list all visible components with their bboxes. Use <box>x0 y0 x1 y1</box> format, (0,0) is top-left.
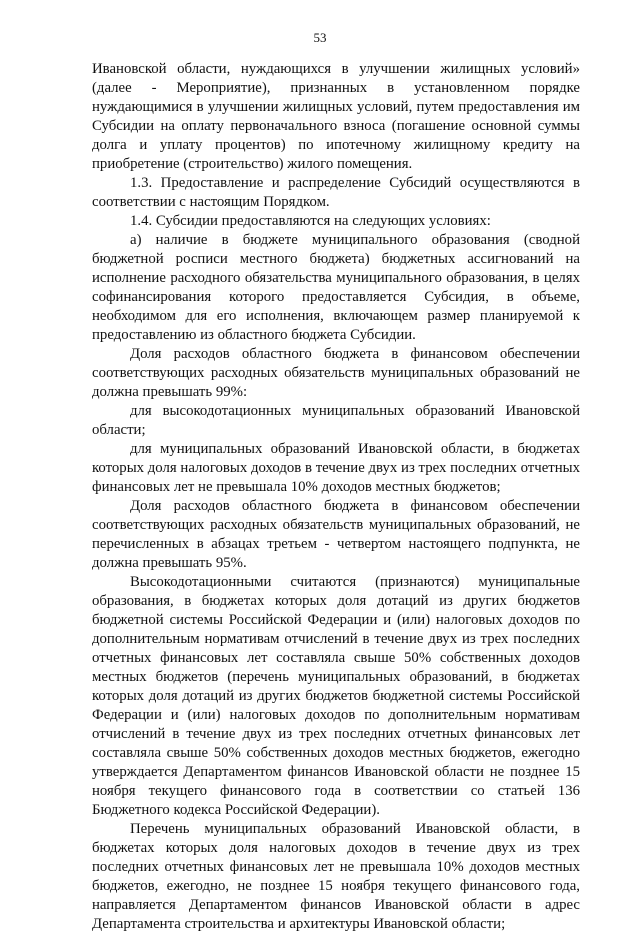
paragraph-share-99: Доля расходов областного бюджета в финансовом обеспечении соответствующих расходных обязательств муниципальных образований не должна превышать 99%: <box>92 346 580 400</box>
paragraph-list-of-municipalities: Перечень муниципальных образований Ивановской области, в бюджетах которых доля налоговых доходов в течение двух из трех последних отчетных финансовых лет не превышала 10% доходов местных бюджетов, ежегодно, не позднее 15 ноября текущего финансового года, направляется Департаментом финансов Ивановской области в адрес Департамента строительства и архитектуры Ивановской области; <box>92 821 580 932</box>
paragraph-1-3: 1.3. Предоставление и распределение Субсидий осуществляются в соответствии с настоящим Порядком. <box>92 175 580 210</box>
paragraph-continuation: Ивановской области, нуждающихся в улучшении жилищных условий» (далее - Мероприятие), признанных в установленном порядке нуждающимися в улучшении жилищных условий, путем предоставления им Субсидии на оплату первоначального взноса (погашение основной суммы долга и уплату процентов) по ипотечному жилищному кредиту на приобретение (строительство) жилого помещения. <box>92 61 580 172</box>
paragraph-tax-share: для муниципальных образований Ивановской области, в бюджетах которых доля налоговых доходов в течение двух из трех последних отчетных финансовых лет не превышала 10% доходов местных бюджетов; <box>92 441 580 495</box>
document-body <box>92 60 580 934</box>
paragraph-high-subsidy-definition: Высокодотационными считаются (признаются) муниципальные образования, в бюджетах которых доля дотаций из других бюджетов бюджетной системы Российской Федерации и (или) налоговых доходов по дополнительным нормативам отчислений в течение двух из трех последних отчетных финансовых лет составляла свыше 50% собственных доходов местных бюджетов (перечень муниципальных образований, в бюджетах которых доля дотаций из других бюджетов бюджетной системы Российской Федерации и (или) налоговых доходов по дополнительным нормативам отчислений в течение двух из трех последних отчетных финансовых лет составляла свыше 50% собственных доходов местных бюджетов, ежегодно утверждается Департаментом финансов Ивановской области не позднее 15 ноября текущего финансового года в соответствии со статьей 136 Бюджетного кодекса Российской Федерации). <box>92 574 580 818</box>
paragraph-high-subsidy: для высокодотационных муниципальных образований Ивановской области; <box>92 403 580 438</box>
paragraph-1-4: 1.4. Субсидии предоставляются на следующих условиях: <box>130 213 491 229</box>
page-number: 53 <box>313 30 327 45</box>
paragraph-share-95: Доля расходов областного бюджета в финансовом обеспечении соответствующих расходных обязательств муниципальных образований, не перечисленных в абзацах третьем - четвертом настоящего подпункта, не должна превышать 95%. <box>92 498 580 571</box>
paragraph-condition-a: а) наличие в бюджете муниципального образования (сводной бюджетной росписи местного бюджета) бюджетных ассигнований на исполнение расходного обязательства муниципального образования, в целях софинансирования которого предоставляется Субсидия, в объеме, необходимом для его исполнения, включающем размер планируемой к предоставлению из областного бюджета Субсидии. <box>92 232 580 343</box>
